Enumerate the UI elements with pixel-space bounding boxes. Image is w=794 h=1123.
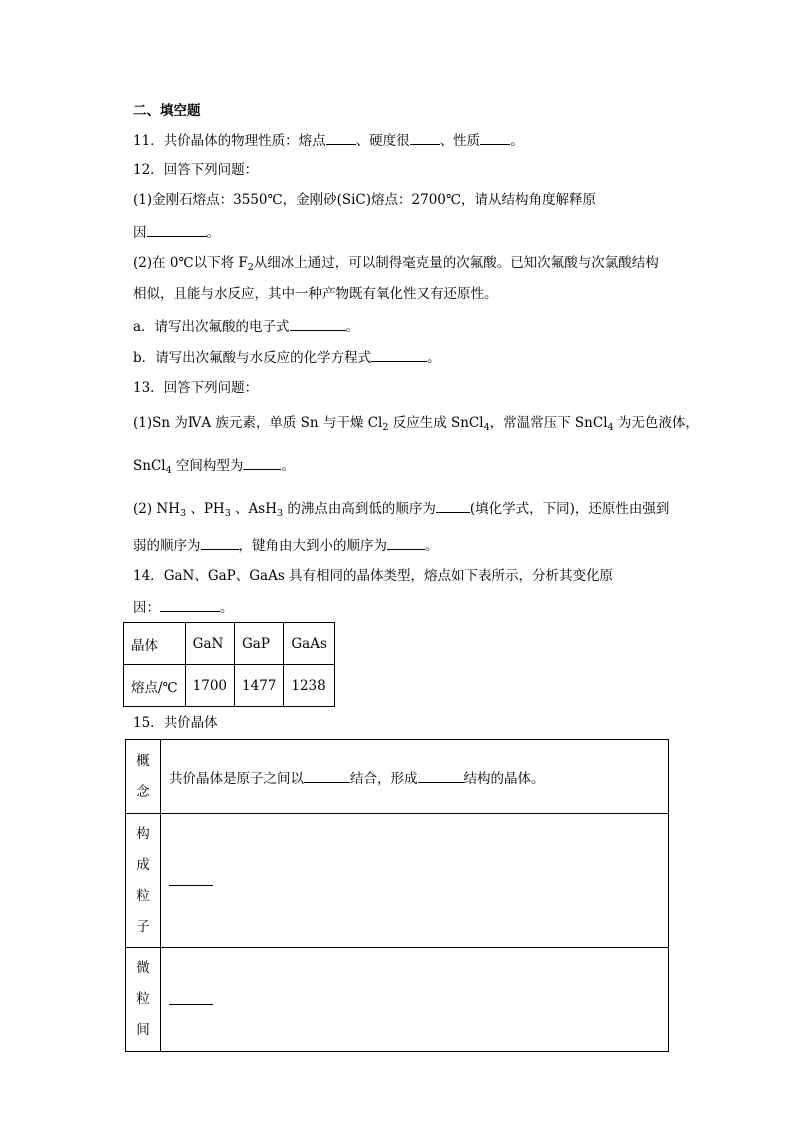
label-char: 念 [136,783,150,800]
question-text: 从细冰上通过，可以制得毫克量的次氟酸。已知次氟酸与次氯酸结构 [253,255,659,271]
label-char: 微 [136,960,150,976]
row-label [126,740,161,814]
question-text: (填化学式，下同)，还原性由强到 [469,501,670,517]
question-text: 共价晶体的物理性质：熔点 [163,133,326,149]
label-char: 间 [136,1022,150,1038]
answer-blank[interactable] [201,535,239,550]
table-header-cell: GaN [185,623,234,665]
answer-blank[interactable] [169,871,213,886]
question-12 [133,160,258,180]
punctuation: 。 [345,319,360,335]
question-text: 因： [133,600,160,616]
question-text: b．请写出次氟酸与水反应的化学方程式 [133,350,372,366]
table-row [126,948,669,1052]
q13-part2-line1 [133,498,669,524]
covalent-crystal-table [125,739,669,1052]
question-text: a．请写出次氟酸的电子式 [133,319,290,335]
question-text: 弱的顺序为 [133,538,201,554]
row-label [126,948,161,1052]
table-cell [161,948,669,1052]
question-text: ，常温常压下 SnCl [489,415,608,431]
q13-part1-line1 [133,413,699,438]
question-text: 回答下列问题： [163,380,259,396]
q12-part-a [133,316,359,337]
q12-part1-line2 [133,222,220,243]
answer-blank[interactable] [290,316,346,331]
question-number: 12． [133,162,164,178]
q13-part1-line2 [133,455,295,481]
question-text: 为无色液体， [613,415,699,431]
subscript: 3 [277,508,284,519]
label-char: 粒 [136,887,150,904]
table-row [126,814,669,948]
punctuation: 。 [510,133,524,149]
question-text: 反应生成 SnCl [388,415,484,431]
punctuation: 。 [220,600,234,616]
answer-blank[interactable] [371,347,427,362]
question-text: 因 [133,225,147,241]
table-cell: 1700 [185,665,234,707]
answer-blank[interactable] [326,130,356,145]
melting-point-table [123,622,335,707]
answer-blank[interactable] [169,990,213,1005]
question-text: 、PH [186,501,225,517]
subscript: 3 [180,508,187,519]
row-label [126,814,161,948]
question-15 [133,713,218,733]
subscript: 4 [483,422,490,433]
question-number: 15． [133,715,164,731]
question-text: 空间构型为 [171,458,244,474]
label-char: 成 [136,856,150,873]
answer-blank[interactable] [410,130,440,145]
punctuation: 。 [425,538,439,554]
question-text: ，键角由大到小的顺序为 [238,538,387,554]
question-text: 、性质 [439,133,481,149]
label-char: 粒 [136,991,150,1007]
subscript: 2 [382,422,389,433]
question-number: 11． [133,133,164,149]
table-row [124,665,335,707]
q12-part2-line1 [133,253,659,278]
answer-blank[interactable] [480,130,510,145]
answer-blank[interactable] [243,455,281,470]
table-header-cell: GaAs [284,623,335,665]
label-char: 构 [136,825,150,842]
q12-part1-line1: (1)金刚石熔点：3550℃，金刚砂(SiC)熔点：2700℃，请从结构角度解释原 [133,192,596,208]
table-header-cell: GaP [235,623,284,665]
table-cell: 1238 [284,665,335,707]
q12-part2-line2: 相似，且能与水反应，其中一种产物既有氧化性又有还原性。 [133,286,498,302]
table-cell [161,740,669,814]
question-text: (2) NH [133,501,180,517]
table-cell: 1477 [235,665,284,707]
label-char: 子 [136,918,150,935]
table-row [126,740,669,814]
table-cell [161,814,669,948]
punctuation: 。 [427,350,441,366]
question-text: 结构的晶体。 [463,770,545,787]
question-text: GaN、GaP、GaAs 具有相同的晶体类型，熔点如下表所示，分析其变化原 [163,568,614,584]
table-header-cell: 晶体 [124,623,186,665]
question-14 [133,566,613,586]
table-cell: 熔点/℃ [124,665,186,707]
section-title: 二、填空题 [133,103,201,119]
answer-blank[interactable] [160,597,220,612]
punctuation: 。 [206,225,220,241]
question-text: 结合，形成 [350,770,418,787]
answer-blank[interactable] [304,768,350,783]
answer-blank[interactable] [147,222,207,237]
question-text: 、AsH [230,501,277,517]
punctuation: 。 [281,458,295,474]
question-text: (1)Sn 为ⅣA 族元素，单质 Sn 与干燥 Cl [133,415,383,431]
question-text: 、硬度很 [355,133,410,149]
question-text: SnCl [133,458,166,474]
question-number: 14． [133,568,164,584]
question-text: 回答下列问题： [163,162,259,178]
answer-blank[interactable] [436,498,470,513]
question-11 [133,130,524,151]
question-13 [133,378,258,398]
subscript: 3 [224,508,231,519]
question-text: 的沸点由高到低的顺序为 [283,501,436,517]
question-number: 13． [133,380,164,396]
label-char: 概 [136,752,150,769]
q13-part2-line2 [133,535,439,556]
answer-blank[interactable] [418,768,464,783]
subscript: 4 [607,422,614,433]
subscript: 2 [247,262,254,273]
question-text: 共价晶体 [163,715,218,731]
question-text: 共价晶体是原子之间以 [169,770,304,787]
table-row [124,623,335,665]
q12-part-b [133,347,441,368]
q14-line2 [133,597,234,618]
subscript: 4 [165,465,172,476]
question-text: (2)在 0℃以下将 F [133,255,248,271]
answer-blank[interactable] [387,535,425,550]
